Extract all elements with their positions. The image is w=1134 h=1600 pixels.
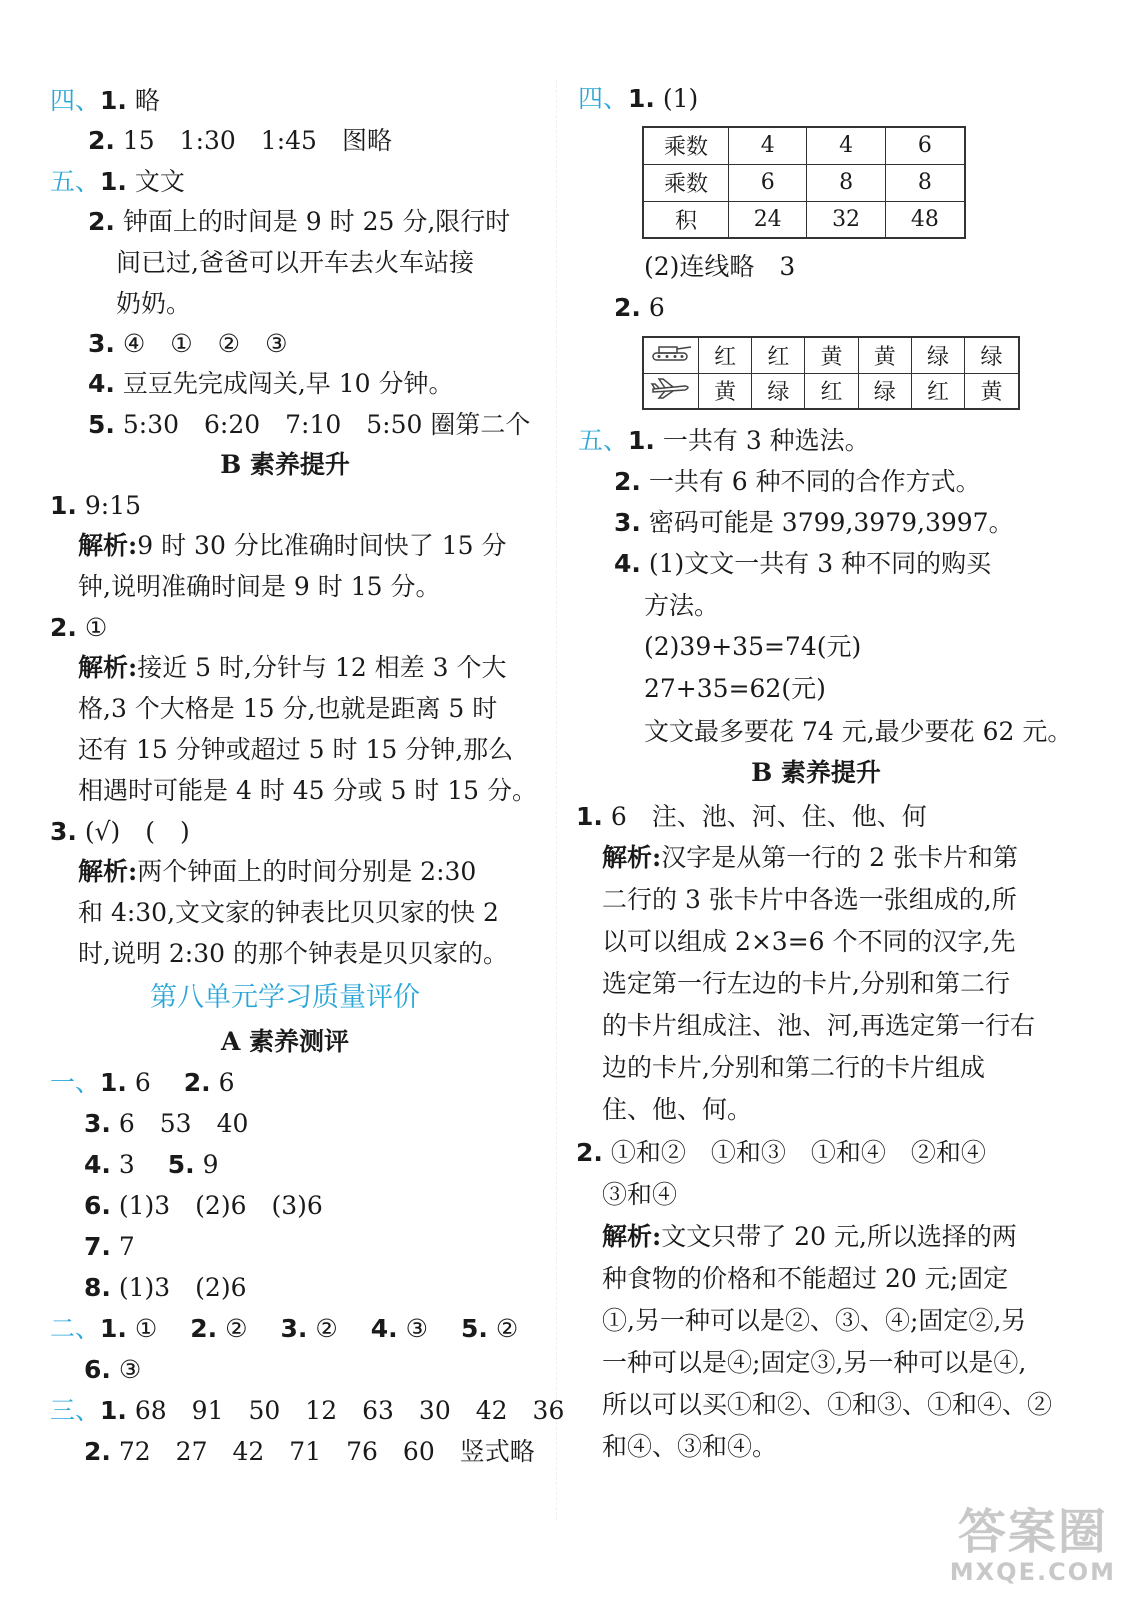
right-b-q1-explanation-5: 的卡片组成注、池、河,再选定第一行右 [602,1011,1035,1040]
right-b-q2-explanation-5: 所以可以买①和②、①和③、①和④、② [602,1390,1053,1419]
left-b-q2-explanation-2: 格,3 个大格是 15 分,也就是距离 5 时 [78,694,498,723]
right-b-q1-explanation-4: 选定第一行左边的卡片,分别和第二行 [602,969,1010,998]
right-b-title: B 素养提升 [751,758,881,787]
left-s1-q1-q2: 一、1. 6 2. 6 [50,1068,235,1097]
table-cell: 绿 [965,337,1019,373]
right-section-4-q1: 四、1. (1) [578,84,699,113]
left-b-q3-explanation-3: 时,说明 2:30 的那个钟表是贝贝家的。 [78,939,508,968]
right-section-5-q2: 2. 一共有 6 种不同的合作方式。 [614,467,981,496]
tank-icon-svg [649,341,693,363]
left-b-q2-explanation-4: 相遇时可能是 4 时 45 分或 5 时 15 分。 [78,776,538,805]
table-cell: 6 [729,164,807,201]
left-b-q3-explanation-2: 和 4:30,文文家的钟表比贝贝家的快 2 [78,898,499,927]
right-b-q1-explanation: 解析:汉字是从第一行的 2 张卡片和第 [602,843,1019,872]
table-cell: 黄 [699,373,752,409]
right-section-5-q1: 五、1. 一共有 3 种选法。 [578,426,870,455]
left-b-q2-explanation-3: 还有 15 分钟或超过 5 时 15 分钟,那么 [78,735,514,764]
left-section-4-q1: 四、1. 略 [50,86,160,115]
left-s1-q4-q5: 4. 3 5. 9 [84,1150,219,1179]
watermark-logo [950,1506,1116,1586]
right-b-q2-explanation-3: ①,另一种可以是②、③、④;固定②,另 [602,1306,1027,1335]
plane-icon-svg [649,376,693,400]
left-b-q3-explanation: 解析:两个钟面上的时间分别是 2:30 [78,857,477,886]
left-section-4-q2: 2. 15 1:30 1:45 图略 [88,126,392,155]
table-cell: 红 [752,337,805,373]
table-row [643,337,1019,373]
left-section-5-q5: 5. 5:30 6:20 7:10 5:50 圈第二个 [88,410,531,439]
left-s1-q7: 7. 7 [84,1232,135,1261]
right-b-q1-explanation-2: 二行的 3 张卡片中各选一张组成的,所 [602,885,1017,914]
table-cell: 红 [699,337,752,373]
table-row [643,164,965,201]
table-cell: 48 [885,201,965,238]
right-b-q2-explanation-6: 和④、③和④。 [602,1432,778,1461]
left-section-5-q4: 4. 豆豆先完成闯关,早 10 分钟。 [88,369,454,398]
table-cell: 红 [911,373,964,409]
table-cell: 8 [885,164,965,201]
table-cell: 黄 [858,337,911,373]
watermark-title: 答案圈 [957,1504,1108,1560]
table-cell: 8 [807,164,885,201]
right-section-5-q4-line4: 27+35=62(元) [644,674,826,703]
left-b-q2-explanation: 解析:接近 5 时,分针与 12 相差 3 个大 [78,653,507,682]
right-section-4-q2: 2. 6 [614,293,665,322]
multiplication-table [642,126,966,239]
table-cell: 积 [643,201,729,238]
right-b-q1-explanation-7: 住、他、何。 [602,1095,753,1124]
left-section-5-q2-line3: 奶奶。 [116,289,192,318]
left-b-title: B 素养提升 [220,450,350,479]
right-b-q2: 2. ①和② ①和③ ①和④ ②和④ [576,1138,986,1167]
table-cell: 乘数 [643,164,729,201]
right-section-5-q4: 4. (1)文文一共有 3 种不同的购买 [614,549,992,578]
right-section-5-q4-line5: 文文最多要花 74 元,最少要花 62 元。 [644,717,1073,746]
table-cell: 黄 [965,373,1019,409]
left-b-q1-explanation-2: 钟,说明准确时间是 9 时 15 分。 [78,572,441,601]
right-b-q1-explanation-3: 以可以组成 2×3=6 个不同的汉字,先 [602,927,1016,956]
left-s1-q3: 3. 6 53 40 [84,1109,249,1138]
table-row [643,373,1019,409]
left-section-5-q2: 2. 钟面上的时间是 9 时 25 分,限行时 [88,207,511,236]
left-b-q3: 3. (√) ( ) [50,817,190,846]
table-cell: 6 [885,127,965,164]
left-b-q1: 1. 9:15 [50,491,141,520]
left-s1-q8: 8. (1)3 (2)6 [84,1273,247,1302]
right-b-q1-explanation-6: 边的卡片,分别和第二行的卡片组成 [602,1053,985,1082]
plane-icon [643,373,699,409]
table-cell: 黄 [805,337,858,373]
table-cell: 32 [807,201,885,238]
right-b-q2-explanation-4: 一种可以是④;固定③,另一种可以是④, [602,1348,1027,1377]
left-section-5-q2-line2: 间已过,爸爸可以开车去火车站接 [116,248,474,277]
table-cell: 红 [805,373,858,409]
right-section-5-q4-line3: (2)39+35=74(元) [644,632,862,661]
right-b-q2-line2: ③和④ [602,1180,678,1209]
left-s1-q6: 6. (1)3 (2)6 (3)6 [84,1191,323,1220]
table-cell: 绿 [752,373,805,409]
left-s2-q6: 6. ③ [84,1355,142,1384]
color-combination-table [642,336,1020,410]
table-cell: 24 [729,201,807,238]
left-b-q1-explanation: 解析:9 时 30 分比准确时间快了 15 分 [78,531,507,560]
left-s3-q1: 三、1. 68 91 50 12 63 30 42 36 [50,1396,565,1425]
left-s3-q2: 2. 72 27 42 71 76 60 竖式略 [84,1437,535,1466]
watermark-url: MXQE.COM [949,1558,1116,1586]
unit-8-title: 第八单元学习质量评价 [150,982,420,1013]
column-divider [556,80,557,1520]
right-section-5-q4-line2: 方法。 [644,591,720,620]
left-section-5-q1: 五、1. 文文 [50,167,185,196]
table-cell: 4 [807,127,885,164]
left-a-title: A 素养测评 [220,1027,350,1056]
table-cell: 乘数 [643,127,729,164]
tank-icon [643,337,699,373]
left-s2-answers: 二、1. ① 2. ② 3. ② 4. ③ 5. ② [50,1314,519,1343]
right-b-q2-explanation: 解析:文文只带了 20 元,所以选择的两 [602,1222,1017,1251]
table-cell: 4 [729,127,807,164]
table-cell: 绿 [858,373,911,409]
left-b-q2: 2. ① [50,613,108,642]
table-row [643,201,965,238]
left-section-5-q3: 3. ④ ① ② ③ [88,329,288,358]
right-b-q1: 1. 6 注、池、河、住、他、何 [576,802,927,831]
right-b-q2-explanation-2: 种食物的价格和不能超过 20 元;固定 [602,1264,1009,1293]
table-row [643,127,965,164]
right-section-5-q3: 3. 密码可能是 3799,3979,3997。 [614,508,1014,537]
right-section-4-q1-part2: (2)连线略 3 [644,252,796,281]
table-cell: 绿 [911,337,964,373]
